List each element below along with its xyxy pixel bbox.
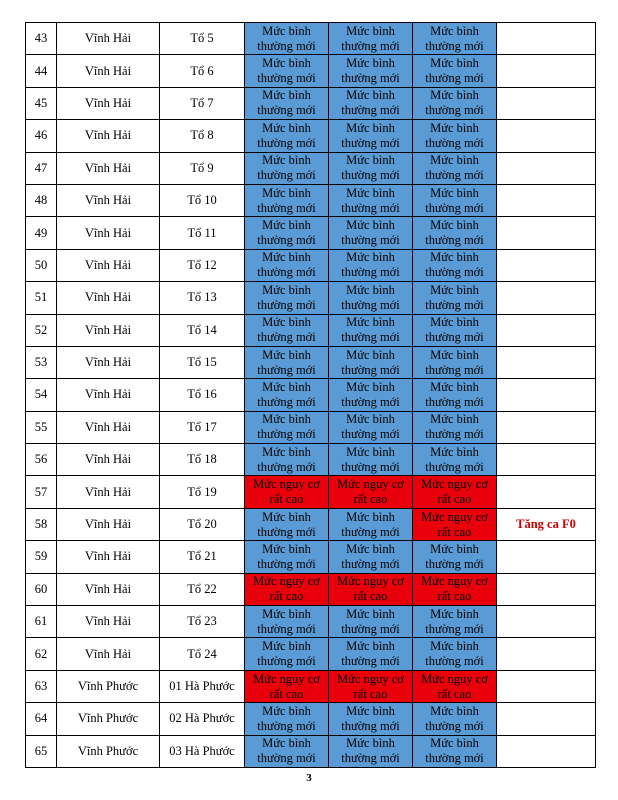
table-row: [26, 346, 596, 378]
note-cell: [497, 476, 596, 508]
row-number-cell: 43: [26, 23, 57, 55]
residential-group-cell: Tổ 23: [160, 606, 245, 638]
risk-new-normal-cell: Mức bình thường mới: [413, 314, 497, 346]
residential-group-cell: Tổ 12: [160, 249, 245, 281]
row-number-cell: 47: [26, 152, 57, 184]
residential-group-cell: Tổ 19: [160, 476, 245, 508]
ward-cell: Vĩnh Hải: [57, 23, 160, 55]
note-cell: [497, 638, 596, 670]
note-cell: [497, 282, 596, 314]
row-number-cell: 59: [26, 541, 57, 573]
ward-cell: Vĩnh Hải: [57, 120, 160, 152]
table-row: [26, 249, 596, 281]
note-cell: [497, 670, 596, 702]
risk-new-normal-cell: Mức bình thường mới: [245, 87, 329, 119]
residential-group-cell: 02 Hà Phước: [160, 703, 245, 735]
risk-new-normal-cell: Mức bình thường mới: [413, 184, 497, 216]
ward-cell: Vĩnh Hải: [57, 638, 160, 670]
risk-new-normal-cell: Mức bình thường mới: [245, 379, 329, 411]
ward-cell: Vĩnh Hải: [57, 282, 160, 314]
note-cell: [497, 23, 596, 55]
risk-new-normal-cell: Mức bình thường mới: [413, 735, 497, 767]
note-cell: [497, 55, 596, 87]
risk-new-normal-cell: Mức bình thường mới: [329, 120, 413, 152]
row-number-cell: 61: [26, 606, 57, 638]
risk-new-normal-cell: Mức bình thường mới: [329, 282, 413, 314]
risk-new-normal-cell: Mức bình thường mới: [245, 346, 329, 378]
residential-group-cell: Tổ 8: [160, 120, 245, 152]
row-number-cell: 60: [26, 573, 57, 605]
risk-new-normal-cell: Mức bình thường mới: [329, 55, 413, 87]
risk-new-normal-cell: Mức bình thường mới: [413, 638, 497, 670]
note-cell: [497, 573, 596, 605]
risk-new-normal-cell: Mức bình thường mới: [329, 541, 413, 573]
page-number: 3: [306, 772, 312, 784]
note-cell: [497, 314, 596, 346]
note-cell: [497, 249, 596, 281]
ward-cell: Vĩnh Hải: [57, 87, 160, 119]
risk-new-normal-cell: Mức bình thường mới: [413, 703, 497, 735]
risk-new-normal-cell: Mức bình thường mới: [329, 23, 413, 55]
risk-new-normal-cell: Mức bình thường mới: [413, 411, 497, 443]
ward-cell: Vĩnh Hải: [57, 249, 160, 281]
risk-level-table: [25, 22, 596, 768]
risk-very-high-cell: Mức nguy cơ rất cao: [245, 476, 329, 508]
risk-new-normal-cell: Mức bình thường mới: [329, 217, 413, 249]
risk-new-normal-cell: Mức bình thường mới: [329, 606, 413, 638]
table-row: [26, 55, 596, 87]
note-cell: [497, 346, 596, 378]
row-number-cell: 55: [26, 411, 57, 443]
table-row: [26, 87, 596, 119]
residential-group-cell: Tổ 14: [160, 314, 245, 346]
risk-new-normal-cell: Mức bình thường mới: [329, 152, 413, 184]
risk-new-normal-cell: Mức bình thường mới: [329, 508, 413, 540]
table-row: [26, 670, 596, 702]
risk-new-normal-cell: Mức bình thường mới: [245, 55, 329, 87]
row-number-cell: 63: [26, 670, 57, 702]
ward-cell: Vĩnh Hải: [57, 346, 160, 378]
risk-new-normal-cell: Mức bình thường mới: [329, 184, 413, 216]
row-number-cell: 65: [26, 735, 57, 767]
row-number-cell: 54: [26, 379, 57, 411]
risk-new-normal-cell: Mức bình thường mới: [245, 120, 329, 152]
ward-cell: Vĩnh Hải: [57, 444, 160, 476]
row-number-cell: 52: [26, 314, 57, 346]
risk-very-high-cell: Mức nguy cơ rất cao: [329, 670, 413, 702]
risk-new-normal-cell: Mức bình thường mới: [413, 541, 497, 573]
ward-cell: Vĩnh Hải: [57, 411, 160, 443]
residential-group-cell: Tổ 20: [160, 508, 245, 540]
risk-very-high-cell: Mức nguy cơ rất cao: [413, 476, 497, 508]
risk-new-normal-cell: Mức bình thường mới: [413, 87, 497, 119]
ward-cell: Vĩnh Hải: [57, 541, 160, 573]
residential-group-cell: Tổ 18: [160, 444, 245, 476]
risk-new-normal-cell: Mức bình thường mới: [413, 120, 497, 152]
risk-new-normal-cell: Mức bình thường mới: [245, 444, 329, 476]
risk-new-normal-cell: Mức bình thường mới: [329, 411, 413, 443]
risk-new-normal-cell: Mức bình thường mới: [329, 314, 413, 346]
note-cell: [497, 184, 596, 216]
row-number-cell: 62: [26, 638, 57, 670]
residential-group-cell: 01 Hà Phước: [160, 670, 245, 702]
row-number-cell: 50: [26, 249, 57, 281]
risk-new-normal-cell: Mức bình thường mới: [413, 282, 497, 314]
table-row: [26, 120, 596, 152]
risk-new-normal-cell: Mức bình thường mới: [245, 23, 329, 55]
risk-new-normal-cell: Mức bình thường mới: [245, 282, 329, 314]
table-row: [26, 379, 596, 411]
note-cell: [497, 379, 596, 411]
row-number-cell: 57: [26, 476, 57, 508]
ward-cell: Vĩnh Hải: [57, 152, 160, 184]
table-body: [26, 23, 596, 768]
risk-new-normal-cell: Mức bình thường mới: [329, 703, 413, 735]
risk-new-normal-cell: Mức bình thường mới: [413, 23, 497, 55]
risk-new-normal-cell: Mức bình thường mới: [329, 638, 413, 670]
ward-cell: Vĩnh Hải: [57, 217, 160, 249]
residential-group-cell: Tổ 15: [160, 346, 245, 378]
note-cell: [497, 217, 596, 249]
ward-cell: Vĩnh Hải: [57, 314, 160, 346]
ward-cell: Vĩnh Hải: [57, 573, 160, 605]
risk-very-high-cell: Mức nguy cơ rất cao: [413, 573, 497, 605]
ward-cell: Vĩnh Hải: [57, 55, 160, 87]
note-cell: [497, 703, 596, 735]
risk-new-normal-cell: Mức bình thường mới: [245, 703, 329, 735]
row-number-cell: 48: [26, 184, 57, 216]
ward-cell: Vĩnh Phước: [57, 670, 160, 702]
risk-very-high-cell: Mức nguy cơ rất cao: [245, 573, 329, 605]
table-row: [26, 573, 596, 605]
note-cell: [497, 411, 596, 443]
table-row: [26, 476, 596, 508]
risk-new-normal-cell: Mức bình thường mới: [245, 152, 329, 184]
risk-new-normal-cell: Mức bình thường mới: [245, 184, 329, 216]
risk-very-high-cell: Mức nguy cơ rất cao: [413, 508, 497, 540]
ward-cell: Vĩnh Hải: [57, 476, 160, 508]
row-number-cell: 53: [26, 346, 57, 378]
table-row: [26, 606, 596, 638]
table-row: [26, 314, 596, 346]
risk-new-normal-cell: Mức bình thường mới: [413, 152, 497, 184]
risk-new-normal-cell: Mức bình thường mới: [413, 379, 497, 411]
risk-new-normal-cell: Mức bình thường mới: [245, 606, 329, 638]
table-row: [26, 23, 596, 55]
note-cell: [497, 541, 596, 573]
residential-group-cell: Tổ 22: [160, 573, 245, 605]
table-row: [26, 282, 596, 314]
residential-group-cell: Tổ 5: [160, 23, 245, 55]
table-row: [26, 411, 596, 443]
table-row: [26, 444, 596, 476]
table-row: [26, 217, 596, 249]
ward-cell: Vĩnh Phước: [57, 703, 160, 735]
residential-group-cell: Tổ 24: [160, 638, 245, 670]
risk-very-high-cell: Mức nguy cơ rất cao: [329, 476, 413, 508]
risk-new-normal-cell: Mức bình thường mới: [245, 314, 329, 346]
row-number-cell: 45: [26, 87, 57, 119]
residential-group-cell: Tổ 11: [160, 217, 245, 249]
risk-new-normal-cell: Mức bình thường mới: [329, 379, 413, 411]
risk-new-normal-cell: Mức bình thường mới: [329, 346, 413, 378]
residential-group-cell: Tổ 21: [160, 541, 245, 573]
note-cell: [497, 606, 596, 638]
table-row: [26, 184, 596, 216]
table-row: [26, 508, 596, 540]
row-number-cell: 56: [26, 444, 57, 476]
ward-cell: Vĩnh Hải: [57, 508, 160, 540]
table-row: [26, 638, 596, 670]
risk-new-normal-cell: Mức bình thường mới: [413, 444, 497, 476]
note-cell: [497, 444, 596, 476]
risk-new-normal-cell: Mức bình thường mới: [245, 217, 329, 249]
risk-new-normal-cell: Mức bình thường mới: [245, 735, 329, 767]
ward-cell: Vĩnh Hải: [57, 184, 160, 216]
residential-group-cell: 03 Hà Phước: [160, 735, 245, 767]
ward-cell: Vĩnh Phước: [57, 735, 160, 767]
risk-very-high-cell: Mức nguy cơ rất cao: [413, 670, 497, 702]
risk-new-normal-cell: Mức bình thường mới: [329, 87, 413, 119]
risk-new-normal-cell: Mức bình thường mới: [413, 217, 497, 249]
risk-new-normal-cell: Mức bình thường mới: [413, 606, 497, 638]
ward-cell: Vĩnh Hải: [57, 379, 160, 411]
row-number-cell: 46: [26, 120, 57, 152]
risk-new-normal-cell: Mức bình thường mới: [413, 346, 497, 378]
risk-new-normal-cell: Mức bình thường mới: [329, 249, 413, 281]
residential-group-cell: Tổ 7: [160, 87, 245, 119]
note-cell: [497, 120, 596, 152]
table-row: [26, 703, 596, 735]
row-number-cell: 44: [26, 55, 57, 87]
risk-very-high-cell: Mức nguy cơ rất cao: [245, 670, 329, 702]
ward-cell: Vĩnh Hải: [57, 606, 160, 638]
residential-group-cell: Tổ 16: [160, 379, 245, 411]
row-number-cell: 51: [26, 282, 57, 314]
risk-new-normal-cell: Mức bình thường mới: [413, 55, 497, 87]
risk-very-high-cell: Mức nguy cơ rất cao: [329, 573, 413, 605]
row-number-cell: 58: [26, 508, 57, 540]
residential-group-cell: Tổ 9: [160, 152, 245, 184]
risk-new-normal-cell: Mức bình thường mới: [245, 411, 329, 443]
note-cell: [497, 735, 596, 767]
risk-new-normal-cell: Mức bình thường mới: [329, 444, 413, 476]
table-row: [26, 152, 596, 184]
risk-new-normal-cell: Mức bình thường mới: [245, 541, 329, 573]
risk-new-normal-cell: Mức bình thường mới: [245, 638, 329, 670]
note-cell: [497, 152, 596, 184]
note-cell: Tăng ca F0: [497, 508, 596, 540]
note-cell: [497, 87, 596, 119]
table-row: [26, 541, 596, 573]
risk-new-normal-cell: Mức bình thường mới: [245, 249, 329, 281]
risk-new-normal-cell: Mức bình thường mới: [413, 249, 497, 281]
residential-group-cell: Tổ 6: [160, 55, 245, 87]
table-row: [26, 735, 596, 767]
risk-new-normal-cell: Mức bình thường mới: [245, 508, 329, 540]
risk-new-normal-cell: Mức bình thường mới: [329, 735, 413, 767]
residential-group-cell: Tổ 17: [160, 411, 245, 443]
residential-group-cell: Tổ 13: [160, 282, 245, 314]
row-number-cell: 64: [26, 703, 57, 735]
residential-group-cell: Tổ 10: [160, 184, 245, 216]
row-number-cell: 49: [26, 217, 57, 249]
